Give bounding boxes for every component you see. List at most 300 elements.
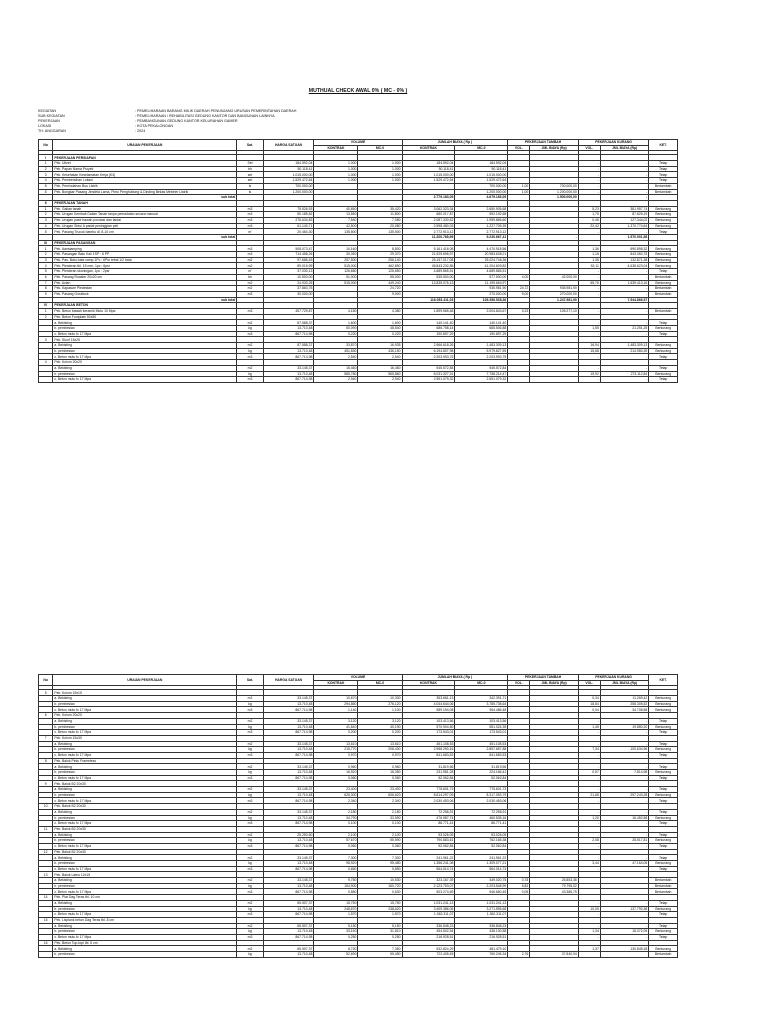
cell-ket: Tetap bbox=[649, 798, 678, 804]
cell-uraian: a. Bekisting bbox=[53, 343, 237, 349]
cell-jml-mc0: 1.015.000,00 bbox=[455, 172, 508, 178]
col-uraian: URAIAN PEKERJAAN bbox=[53, 675, 237, 686]
cell-ket: Berkurang bbox=[649, 252, 678, 258]
cell-sat: m3 bbox=[237, 866, 263, 872]
cell-tambah-vol bbox=[508, 377, 530, 383]
cell-no: 2 bbox=[39, 314, 53, 320]
cell-kurang-jml: 21.251,25 bbox=[600, 326, 648, 332]
cell-vol-kontrak: 451,830 bbox=[314, 348, 358, 354]
cell-sat: m3 bbox=[237, 912, 263, 918]
cell-tambah-vol: 24,72 bbox=[508, 286, 530, 292]
cell-uraian: Pek. Balok B2 20x30 bbox=[53, 849, 237, 855]
cell-vol-mc0: 24,720 bbox=[358, 286, 402, 292]
cell-vol-mc0: 4,380 bbox=[358, 308, 402, 314]
cell-vol-mc0: 2,100 bbox=[358, 832, 402, 838]
cell-uraian: Pek. Bongkar Pasang Jendela Lama, Pintu Penghubung & Dinding Bekas Mebeler Listrik bbox=[53, 189, 237, 195]
cell-jml-kontrak: 231.981,28 bbox=[402, 770, 455, 776]
cell-kurang-jml: 87.825,19 bbox=[600, 212, 648, 218]
cell-sat: m3 bbox=[237, 752, 263, 758]
cell-ket: Tetap bbox=[649, 166, 678, 172]
cell-harga: 700.000,00 bbox=[263, 183, 314, 189]
cell-uraian: Pek. Balok B2 20x30 bbox=[53, 781, 237, 787]
cell-uraian: sub total bbox=[53, 235, 237, 241]
cell-uraian: Pek. Lisplank beton Dag Teras tbl. 8 cm bbox=[53, 917, 237, 923]
cell-sat: m3 bbox=[237, 889, 263, 895]
cell-vol-mc0: 7,080 bbox=[358, 217, 402, 223]
cell-ket: Berkurang bbox=[649, 792, 678, 798]
cell-jml-mc0: 3.271.595,68 bbox=[455, 906, 508, 912]
cell-jml-kontrak: 116.053.411,03 bbox=[402, 297, 455, 303]
cell-no: 16 bbox=[39, 940, 53, 946]
cell-harga: 33.145,37 bbox=[263, 365, 314, 371]
cell-uraian: c. Beton mutu fc 17 Mpa bbox=[53, 377, 237, 383]
cell-ket: Berkurang bbox=[649, 929, 678, 935]
cell-uraian: b. pembesian bbox=[53, 838, 237, 844]
cell-jml-mc0: 20.983.638,21 bbox=[455, 252, 508, 258]
cell-harga: 13.710,48 bbox=[263, 326, 314, 332]
cell-kurang-jml: 34.708,58 bbox=[600, 707, 648, 713]
cell-uraian: a. Bekisting bbox=[53, 764, 237, 770]
cell-jml-mc0: 2.772.913,12 bbox=[455, 229, 508, 235]
cell-jml-kontrak: 6.194.807,98 bbox=[402, 348, 455, 354]
cell-ket: Tetap bbox=[649, 787, 678, 793]
cell-jml-kontrak: 3.062.323,34 bbox=[402, 206, 455, 212]
cell-harga: 867.714,98 bbox=[263, 912, 314, 918]
cell-kurang-vol: 1,34 bbox=[578, 929, 600, 935]
cell-ket: Tetap bbox=[649, 172, 678, 178]
boq-table-page-2 bbox=[38, 674, 678, 958]
cell-no: 4 bbox=[39, 223, 53, 229]
cell-jml-kontrak: 454.502,54 bbox=[402, 929, 455, 935]
col-no: No bbox=[39, 140, 53, 151]
cell-kurang-jml: - bbox=[600, 832, 648, 838]
cell-kurang-jml: 1.483.309,13 bbox=[600, 343, 648, 349]
cell-uraian: Pek. Uitzet bbox=[53, 161, 237, 167]
cell-ket: Tetap bbox=[649, 821, 678, 827]
cell-tambah-vol: 0,23 bbox=[508, 308, 530, 314]
cell-jml-kontrak: 790.683,61 bbox=[402, 838, 455, 844]
cell-harga: 37.863,75 bbox=[263, 286, 314, 292]
cell-sat: m3 bbox=[237, 223, 263, 229]
cell-no: 2 bbox=[39, 212, 53, 218]
cell-ket: Berkurang bbox=[649, 724, 678, 730]
cell-kurang-jml: 1.639.413,16 bbox=[600, 280, 648, 286]
cell-vol-kontrak: 5,150 bbox=[314, 923, 358, 929]
cell-sat: m2 bbox=[237, 263, 263, 269]
cell-jml-mc0: 9.230.667,41 bbox=[455, 235, 508, 241]
cell-vol-mc0: 1,600 bbox=[358, 320, 402, 326]
cell-harga: 13.710,48 bbox=[263, 861, 314, 867]
cell-kurang-vol: 7,34 bbox=[578, 747, 600, 753]
cell-kurang-vol: - bbox=[578, 764, 600, 770]
cell-ket: Tetap bbox=[649, 832, 678, 838]
cell-ket: Tetap bbox=[649, 320, 678, 326]
meta-row bbox=[38, 129, 678, 134]
cell-harga: 33.145,37 bbox=[263, 718, 314, 724]
cell-no: 6 bbox=[39, 713, 53, 719]
cell-sat: m2 bbox=[237, 365, 263, 371]
cell-kurang-vol: - bbox=[578, 189, 600, 195]
cell-vol-kontrak: 98,920 bbox=[314, 861, 358, 867]
cell-vol-mc0: 16,935 bbox=[358, 343, 402, 349]
cell-kurang-jml: - bbox=[600, 178, 648, 184]
col-vol-mc0: MC-0 bbox=[358, 145, 402, 151]
cell-jml-mc0: 336.848,23 bbox=[455, 923, 508, 929]
meta-key: PEKERJAAN bbox=[38, 119, 60, 123]
cell-uraian: a. Bekisting bbox=[53, 832, 237, 838]
cell-vol-kontrak: 1,140 bbox=[314, 707, 358, 713]
cell-ket: Berkurang bbox=[649, 696, 678, 702]
cell-kurang-jml: 132.871,38 bbox=[600, 257, 648, 263]
cell-vol-mc0: 23,400 bbox=[358, 787, 402, 793]
cell-jml-kontrak: 50.118,41 bbox=[402, 166, 455, 172]
cell-jml-kontrak: 5.161.416,08 bbox=[402, 246, 455, 252]
cell-kurang-vol: - bbox=[578, 377, 600, 383]
cell-uraian: c. Beton mutu fc 17 Mpa bbox=[53, 752, 237, 758]
cell-uraian: c. Beton mutu fc 17 Mpa bbox=[53, 730, 237, 736]
cell-vol-mc0: 15,750 bbox=[358, 900, 402, 906]
col-ket: KET. bbox=[649, 675, 678, 686]
cell-kurang-jml: 100.634,96 bbox=[600, 747, 648, 753]
cell-no: I bbox=[39, 155, 53, 161]
cell-uraian: Pek. Pasang Roaster 20x20 cm bbox=[53, 274, 237, 280]
cell-sat: m2 bbox=[237, 696, 263, 702]
cell-no: 2 bbox=[39, 252, 53, 258]
cell-jml-mc0: 270.000,00 bbox=[455, 291, 508, 297]
cell-jml-mc0: 451.108,53 bbox=[455, 741, 508, 747]
cell-kurang-vol: - bbox=[578, 752, 600, 758]
cell-jml-mc0: 546.660,45 bbox=[455, 889, 508, 895]
cell-jml-kontrak: 8.614.297,09 bbox=[402, 792, 455, 798]
cell-harga: 24.930,25 bbox=[263, 280, 314, 286]
cell-jml-kontrak: 532.824,29 bbox=[402, 946, 455, 952]
cell-ket: Tetap bbox=[649, 365, 678, 371]
cell-sat: m2 bbox=[237, 280, 263, 286]
cell-kurang-vol: - bbox=[578, 229, 600, 235]
cell-uraian: Pek. Kapasize Pledestan bbox=[53, 286, 237, 292]
cell-kurang-vol: 10,05 bbox=[578, 906, 600, 912]
page-1 bbox=[38, 88, 678, 383]
cell-uraian: PEKERJAAN BETON bbox=[53, 303, 237, 309]
cell-kurang-vol: - bbox=[578, 775, 600, 781]
cell-vol-mc0: 256,140 bbox=[358, 257, 402, 263]
cell-kurang-jml: - bbox=[600, 320, 648, 326]
cell-sat: kg bbox=[237, 792, 263, 798]
cell-vol-mc0: 1.000 bbox=[358, 161, 402, 167]
cell-tambah-jml: - bbox=[530, 235, 578, 241]
cell-vol-kontrak: 16,460 bbox=[314, 365, 358, 371]
cell-jml-kontrak: 989.194,08 bbox=[402, 707, 455, 713]
cell-kurang-jml: 11.269,42 bbox=[600, 696, 648, 702]
cell-jml-mc0: 31.819,56 bbox=[455, 764, 508, 770]
cell-tambah-jml: 25.853,36 bbox=[530, 878, 578, 884]
col-kurang-jml: JML BIAYA (Rp) bbox=[600, 145, 648, 151]
cell-kurang-jml: - bbox=[600, 718, 648, 724]
cell-jml-kontrak: 140.141,40 bbox=[402, 320, 455, 326]
cell-uraian: c. Beton mutu fc 17 Mpa bbox=[53, 843, 237, 849]
cell-kurang-vol: - bbox=[578, 308, 600, 314]
col-jml-mc0: MC-0 bbox=[455, 145, 508, 151]
cell-tambah-vol: 2,76 bbox=[508, 952, 530, 958]
cell-harga: 87.588,37 bbox=[263, 343, 314, 349]
cell-harga: 13.710,48 bbox=[263, 929, 314, 935]
col-volume: VOLUME bbox=[314, 140, 402, 146]
cell-harga: 867.714,98 bbox=[263, 934, 314, 940]
col-vol-mc0: MC-0 bbox=[358, 680, 402, 686]
cell-sat: kg bbox=[237, 724, 263, 730]
cell-jml-mc0: 109.356.538,36 bbox=[455, 297, 508, 303]
cell-uraian: b. pembesian bbox=[53, 326, 237, 332]
cell-jml-kontrak: 103.413,56 bbox=[402, 718, 455, 724]
table-body bbox=[39, 686, 678, 957]
cell-jml-mc0: 216.928,51 bbox=[455, 934, 508, 940]
cell-kurang-vol: - bbox=[578, 798, 600, 804]
cell-jml-kontrak: 3.409.386,05 bbox=[402, 906, 455, 912]
col-jumlah: JUMLAH BIAYA ( Rp ) bbox=[402, 675, 508, 681]
cell-sat: kg bbox=[237, 326, 263, 332]
cell-harga: 508.073,47 bbox=[263, 246, 314, 252]
cell-ket: Tetap bbox=[649, 730, 678, 736]
cell-harga: 276.634,83 bbox=[263, 217, 314, 223]
cell-vol-kontrak: 10,670 bbox=[314, 696, 358, 702]
cell-jml-mc0: 224.166,41 bbox=[455, 770, 508, 776]
cell-uraian: Pek. Pasang Trucuk bambu dl. 8-10 cm bbox=[53, 229, 237, 235]
cell-ket: Bertambah bbox=[649, 183, 678, 189]
cell-jml-mc0: 190.897,29 bbox=[455, 331, 508, 337]
cell-vol-kontrak: 1.000 bbox=[314, 161, 358, 167]
cell-kurang-jml: 19.880,20 bbox=[600, 724, 648, 730]
cell-vol-kontrak: 16,920 bbox=[314, 770, 358, 776]
cell-ket: Berkurang bbox=[649, 343, 678, 349]
col-kurang-jml: JML BIAYA (Rp) bbox=[600, 680, 648, 686]
cell-harga: 867.714,98 bbox=[263, 752, 314, 758]
cell-jml-kontrak: 503.274,69 bbox=[402, 889, 455, 895]
col-tambah: PEKERJAAN TAMBAH bbox=[508, 675, 579, 681]
cell-ket: Tetap bbox=[649, 809, 678, 815]
cell-uraian: a. Bekisting bbox=[53, 946, 237, 952]
cell-jml-kontrak: 564.014,74 bbox=[402, 866, 455, 872]
cell-harga: 867.714,98 bbox=[263, 843, 314, 849]
cell-jml-kontrak: 336.848,23 bbox=[402, 923, 455, 929]
cell-tambah-jml: 1.900.000,00 bbox=[530, 195, 578, 201]
cell-no: 8 bbox=[39, 758, 53, 764]
col-tambah-vol: VOL. bbox=[508, 680, 530, 686]
cell-vol-mc0: 48,540 bbox=[358, 326, 402, 332]
cell-vol-mc0: 35,420 bbox=[358, 206, 402, 212]
cell-jml-kontrak: 1.529.472,64 bbox=[402, 178, 455, 184]
cell-vol-kontrak: 1.000 bbox=[314, 166, 358, 172]
cell-vol-mc0: 1,570 bbox=[358, 912, 402, 918]
cell-no: 1 bbox=[39, 246, 53, 252]
cell-jml-mc0: 577.500,00 bbox=[455, 274, 508, 280]
cell-tambah-jml: 43.385,75 bbox=[530, 889, 578, 895]
cell-sat: m3 bbox=[237, 246, 263, 252]
cell-harga: 65.507,37 bbox=[263, 900, 314, 906]
cell-kurang-vol: - bbox=[578, 821, 600, 827]
cell-harga: 30.000,00 bbox=[263, 291, 314, 297]
cell-jml-mc0: 1.959.866,60 bbox=[455, 217, 508, 223]
cell-vol-mc0: 0,100 bbox=[358, 821, 402, 827]
cell-sat: m2 bbox=[237, 320, 263, 326]
cell-ket: Tetap bbox=[649, 764, 678, 770]
cell-uraian: Pek. Pas. Batu bata camp 1Pc : 6Psr tebal 1/2 bata bbox=[53, 257, 237, 263]
cell-no: 14 bbox=[39, 895, 53, 901]
cell-no: 3 bbox=[39, 337, 53, 343]
cell-ket: Tetap bbox=[649, 752, 678, 758]
cell-no: 5 bbox=[39, 183, 53, 189]
cell-jml-mc0: 4.679.183,09 bbox=[455, 195, 508, 201]
cell-vol-kontrak: 0,060 bbox=[314, 775, 358, 781]
cell-uraian: b. pembesian bbox=[53, 348, 237, 354]
cell-uraian: Pek. Urugan Sirtu/ A padat peninggian peil bbox=[53, 223, 237, 229]
cell-uraian: Pek. Plesteran tbl. 15 mm, 1pc : 6psr bbox=[53, 263, 237, 269]
cell-kurang-jml: - bbox=[600, 843, 648, 849]
cell-uraian: b. pembesian bbox=[53, 770, 237, 776]
cell-vol-kontrak: 2,940 bbox=[314, 377, 358, 383]
cell-tambah-jml: 700.000,00 bbox=[530, 183, 578, 189]
cell-no: 9 bbox=[39, 291, 53, 297]
cell-harga: 33.145,37 bbox=[263, 787, 314, 793]
cell-harga: 184.592,04 bbox=[263, 161, 314, 167]
cell-vol-mc0: 55,590 bbox=[358, 838, 402, 844]
cell-vol-mc0: 126,650 bbox=[358, 269, 402, 275]
cell-jml-kontrak: 2.203.993,75 bbox=[402, 354, 455, 360]
cell-no: 5 bbox=[39, 269, 53, 275]
cell-kurang-vol: 16,94 bbox=[578, 343, 600, 349]
cell-tambah-jml: 42.000,00 bbox=[530, 274, 578, 280]
cell-vol-mc0: 16,350 bbox=[358, 770, 402, 776]
table-header bbox=[39, 140, 678, 151]
cell-ket: Berkurang bbox=[649, 838, 678, 844]
cell-uraian: Pek. Papan Nama Proyek bbox=[53, 166, 237, 172]
cell-vol-kontrak: 0,650 bbox=[314, 866, 358, 872]
cell-kurang-jml: 127.344,02 bbox=[600, 217, 648, 223]
cell-jml-mc0: 2.857.657,88 bbox=[455, 747, 508, 753]
cell-vol-kontrak: 585,780 bbox=[314, 371, 358, 377]
cell-harga: 10.500,00 bbox=[263, 274, 314, 280]
col-harga: HARGA SATUAN bbox=[263, 675, 314, 686]
cell-jml-mc0: 241.961,22 bbox=[455, 855, 508, 861]
cell-kurang-jml: 7.944.866,57 bbox=[600, 297, 648, 303]
cell-sat: m2 bbox=[237, 257, 263, 263]
cell-kurang-vol: - bbox=[578, 161, 600, 167]
cell-kurang-jml: - bbox=[600, 161, 648, 167]
cell-kurang-jml: 214.980,39 bbox=[600, 348, 648, 354]
cell-ket: Berkurang bbox=[649, 326, 678, 332]
cell-kurang-jml: - bbox=[600, 286, 648, 292]
cell-jml-kontrak: 680.017,87 bbox=[402, 212, 455, 218]
cell-ket: Berkurang bbox=[649, 815, 678, 821]
cell-vol-kontrak: 9,750 bbox=[314, 878, 358, 884]
cell-jml-mc0: 2.203.993,75 bbox=[455, 354, 508, 360]
cell-sat: kg bbox=[237, 747, 263, 753]
cell-sat: ls bbox=[237, 189, 263, 195]
cell-vol-mc0: 7,300 bbox=[358, 855, 402, 861]
cell-uraian: Pek. Plesteran skoningan, 1pc : 2psr bbox=[53, 269, 237, 275]
cell-jml-mc0: 184.592,04 bbox=[455, 161, 508, 167]
cell-jml-mc0: 1.200.000,00 bbox=[455, 189, 508, 195]
cell-kurang-vol bbox=[578, 952, 600, 958]
cell-uraian: c. Beton mutu fc 17 Mpa bbox=[53, 889, 237, 895]
cell-jml-kontrak: 12.839.076,13 bbox=[402, 280, 455, 286]
project-meta bbox=[38, 109, 678, 134]
cell-uraian: a. Bekisting bbox=[53, 787, 237, 793]
cell-ket: Bertambah bbox=[649, 291, 678, 297]
cell-jml-mc0: 11.199.664,97 bbox=[455, 280, 508, 286]
cell-no: 2 bbox=[39, 166, 53, 172]
cell-vol-kontrak: 626,300 bbox=[314, 792, 358, 798]
cell-kurang-jml: 16.452,58 bbox=[600, 815, 648, 821]
cell-harga: 1.015.000,00 bbox=[263, 172, 314, 178]
cell-jml-mc0: 1.031.241,13 bbox=[455, 900, 508, 906]
table-header bbox=[39, 675, 678, 686]
col-tambah-vol: VOL. bbox=[508, 145, 530, 151]
cell-vol-kontrak: 33,150 bbox=[314, 929, 358, 935]
cell-no bbox=[39, 952, 53, 958]
cell-sat: m2 bbox=[237, 878, 263, 884]
cell-ket: Berkurang bbox=[649, 861, 678, 867]
cell-tambah-vol: 9,00 bbox=[508, 291, 530, 297]
cell-ket: Bertambah bbox=[649, 952, 678, 958]
cell-jml-kontrak: 2.030.453,06 bbox=[402, 798, 455, 804]
cell-sat: m2 bbox=[237, 923, 263, 929]
cell-vol-kontrak: 2,540 bbox=[314, 354, 358, 360]
cell-sat: m3 bbox=[237, 291, 263, 297]
cell-sat: kg bbox=[237, 952, 263, 958]
cell-vol-mc0: 40,190 bbox=[358, 724, 402, 730]
cell-vol-mc0: 0,220 bbox=[358, 331, 402, 337]
cell-kurang-jml: - bbox=[600, 741, 648, 747]
cell-harga: 867.714,98 bbox=[263, 331, 314, 337]
cell-vol-mc0: 7,350 bbox=[358, 946, 402, 952]
cell-vol-kontrak: 135,500 bbox=[314, 229, 358, 235]
cell-sat: m3 bbox=[237, 798, 263, 804]
cell-ket: Tetap bbox=[649, 741, 678, 747]
cell-tambah-vol: 1,00 bbox=[508, 183, 530, 189]
cell-jml-kontrak: 1.015.000,00 bbox=[402, 172, 455, 178]
cell-vol-mc0: 5,150 bbox=[358, 923, 402, 929]
cell-harga: 33.145,37 bbox=[263, 741, 314, 747]
cell-tambah-jml: 37.840,94 bbox=[530, 952, 578, 958]
cell-kurang-vol: 5,23 bbox=[578, 206, 600, 212]
cell-vol-mc0: 1.000 bbox=[358, 172, 402, 178]
col-kurang: PEKERJAAN KURANG bbox=[578, 140, 649, 146]
col-uraian: URAIAN PEKERJAAN bbox=[53, 140, 237, 151]
cell-kurang-vol: 1,20 bbox=[578, 815, 600, 821]
cell-ket: Tetap bbox=[649, 178, 678, 184]
cell-jml-kontrak: 841.683,53 bbox=[402, 752, 455, 758]
cell-harga: 61.140,71 bbox=[263, 223, 314, 229]
cell-sat: m2 bbox=[237, 741, 263, 747]
cell-sat: kg bbox=[237, 838, 263, 844]
cell-jml-mc0: 592.192,68 bbox=[455, 212, 508, 218]
cell-kurang-jml: 843.060,75 bbox=[600, 252, 648, 258]
cell-uraian: a. Bekisting bbox=[53, 855, 237, 861]
cell-uraian: Pek. Urugan Kembali Galian Tanah tanpa pemadatan secara manual bbox=[53, 212, 237, 218]
cell-tambah-vol: 0,05 bbox=[508, 889, 530, 895]
cell-kurang-jml: - bbox=[600, 798, 648, 804]
cell-jml-mc0: 2.030.453,06 bbox=[455, 798, 508, 804]
cell-vol-mc0: 8,800 bbox=[358, 246, 402, 252]
cell-tambah-vol: 4,00 bbox=[508, 274, 530, 280]
cell-ket: Berkurang bbox=[649, 707, 678, 713]
cell-kurang-vol: 1,55 bbox=[578, 326, 600, 332]
cell-kurang-vol: - bbox=[578, 934, 600, 940]
cell-tambah-jml bbox=[530, 377, 578, 383]
cell-sat: m2 bbox=[237, 787, 263, 793]
cell-jml-mc0: 1.309.077,21 bbox=[455, 861, 508, 867]
cell-uraian: Pek. Sloof 15x25 bbox=[53, 337, 237, 343]
